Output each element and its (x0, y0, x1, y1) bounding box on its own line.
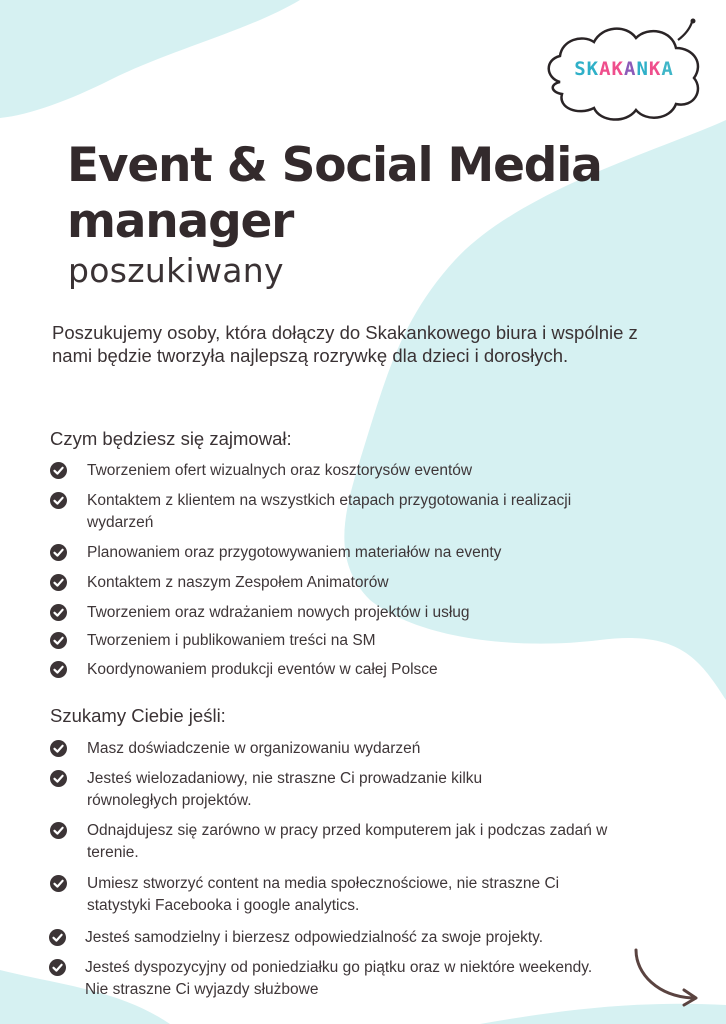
check-circle-icon (49, 929, 66, 946)
check-circle-icon (50, 632, 67, 649)
section2-heading: Szukamy Ciebie jeśli: (50, 705, 226, 726)
check-circle-icon (50, 875, 67, 892)
logo-wordmark (540, 58, 708, 80)
intro-paragraph: Poszukujemy osoby, która dołączy do Skakankowego biura i wspólnie z nami będzie tworzyła najlepszą rozrywkę dla dzieci i dorosłych. (52, 322, 638, 366)
logo-letter: A (661, 58, 674, 80)
duty-item-text: Planowaniem oraz przygotowywaniem materiałów na eventy (87, 544, 502, 561)
check-circle-icon (50, 492, 67, 509)
logo-letter: A (599, 58, 612, 80)
requirement-item-text: Masz doświadczenie w organizowaniu wydarzeń (87, 740, 421, 757)
check-circle-icon (50, 574, 67, 591)
logo-letter: A (624, 58, 637, 80)
check-circle-icon (50, 822, 67, 839)
skakanka-logo (540, 16, 708, 128)
check-circle-icon (50, 544, 67, 561)
logo-letter: K (648, 58, 662, 80)
duty-item-text: Tworzeniem ofert wizualnych oraz kosztorysów eventów (87, 462, 473, 479)
requirement-item-text: Jesteś samodzielny i bierzesz odpowiedzialność za swoje projekty. (85, 929, 544, 946)
duty-item-text: Kontaktem z naszym Zespołem Animatorów (87, 574, 389, 591)
logo-letter: K (611, 58, 624, 80)
check-circle-icon (49, 959, 66, 976)
page-subtitle: poszukiwany (68, 251, 284, 290)
section1-heading: Czym będziesz się zajmował: (50, 428, 292, 449)
requirement-item-text: Odnajdujesz się zarówno w pracy przed komputerem jak i podczas zadań w terenie. (87, 822, 608, 861)
check-circle-icon (50, 770, 67, 787)
duty-item-text: Tworzeniem oraz wdrażaniem nowych projektów i usług (87, 604, 470, 621)
logo-letter: S (574, 58, 587, 80)
requirement-item-text: Jesteś dyspozycyjny od poniedziałku go piątku oraz w niektóre weekendy. Nie straszne Ci wyjazdy służbowe (85, 959, 593, 998)
page-title (67, 138, 667, 250)
title-line-2: manager (67, 194, 294, 249)
duty-item-text: Kontaktem z klientem na wszystkich etapach przygotowania i realizacji wydarzeń (87, 492, 572, 531)
check-circle-icon (50, 604, 67, 621)
requirement-item-text: Umiesz stworzyć content na media społecznościowe, nie straszne Ci statystyki Facebooka i google analytics. (87, 875, 560, 914)
duty-item-text: Koordynowaniem produkcji eventów w całej Polsce (87, 661, 438, 678)
check-circle-icon (50, 462, 67, 479)
duty-item-text: Tworzeniem i publikowaniem treści na SM (87, 632, 376, 649)
curved-arrow-icon (628, 944, 708, 1014)
requirement-item-text: Jesteś wielozadaniowy, nie straszne Ci prowadzanie kilku równoległych projektów. (87, 770, 483, 809)
check-circle-icon (50, 661, 67, 678)
title-line-1: Event & Social Media (67, 138, 602, 193)
check-circle-icon (50, 740, 67, 757)
logo-letter: N (636, 58, 649, 80)
logo-letter: K (586, 58, 600, 80)
